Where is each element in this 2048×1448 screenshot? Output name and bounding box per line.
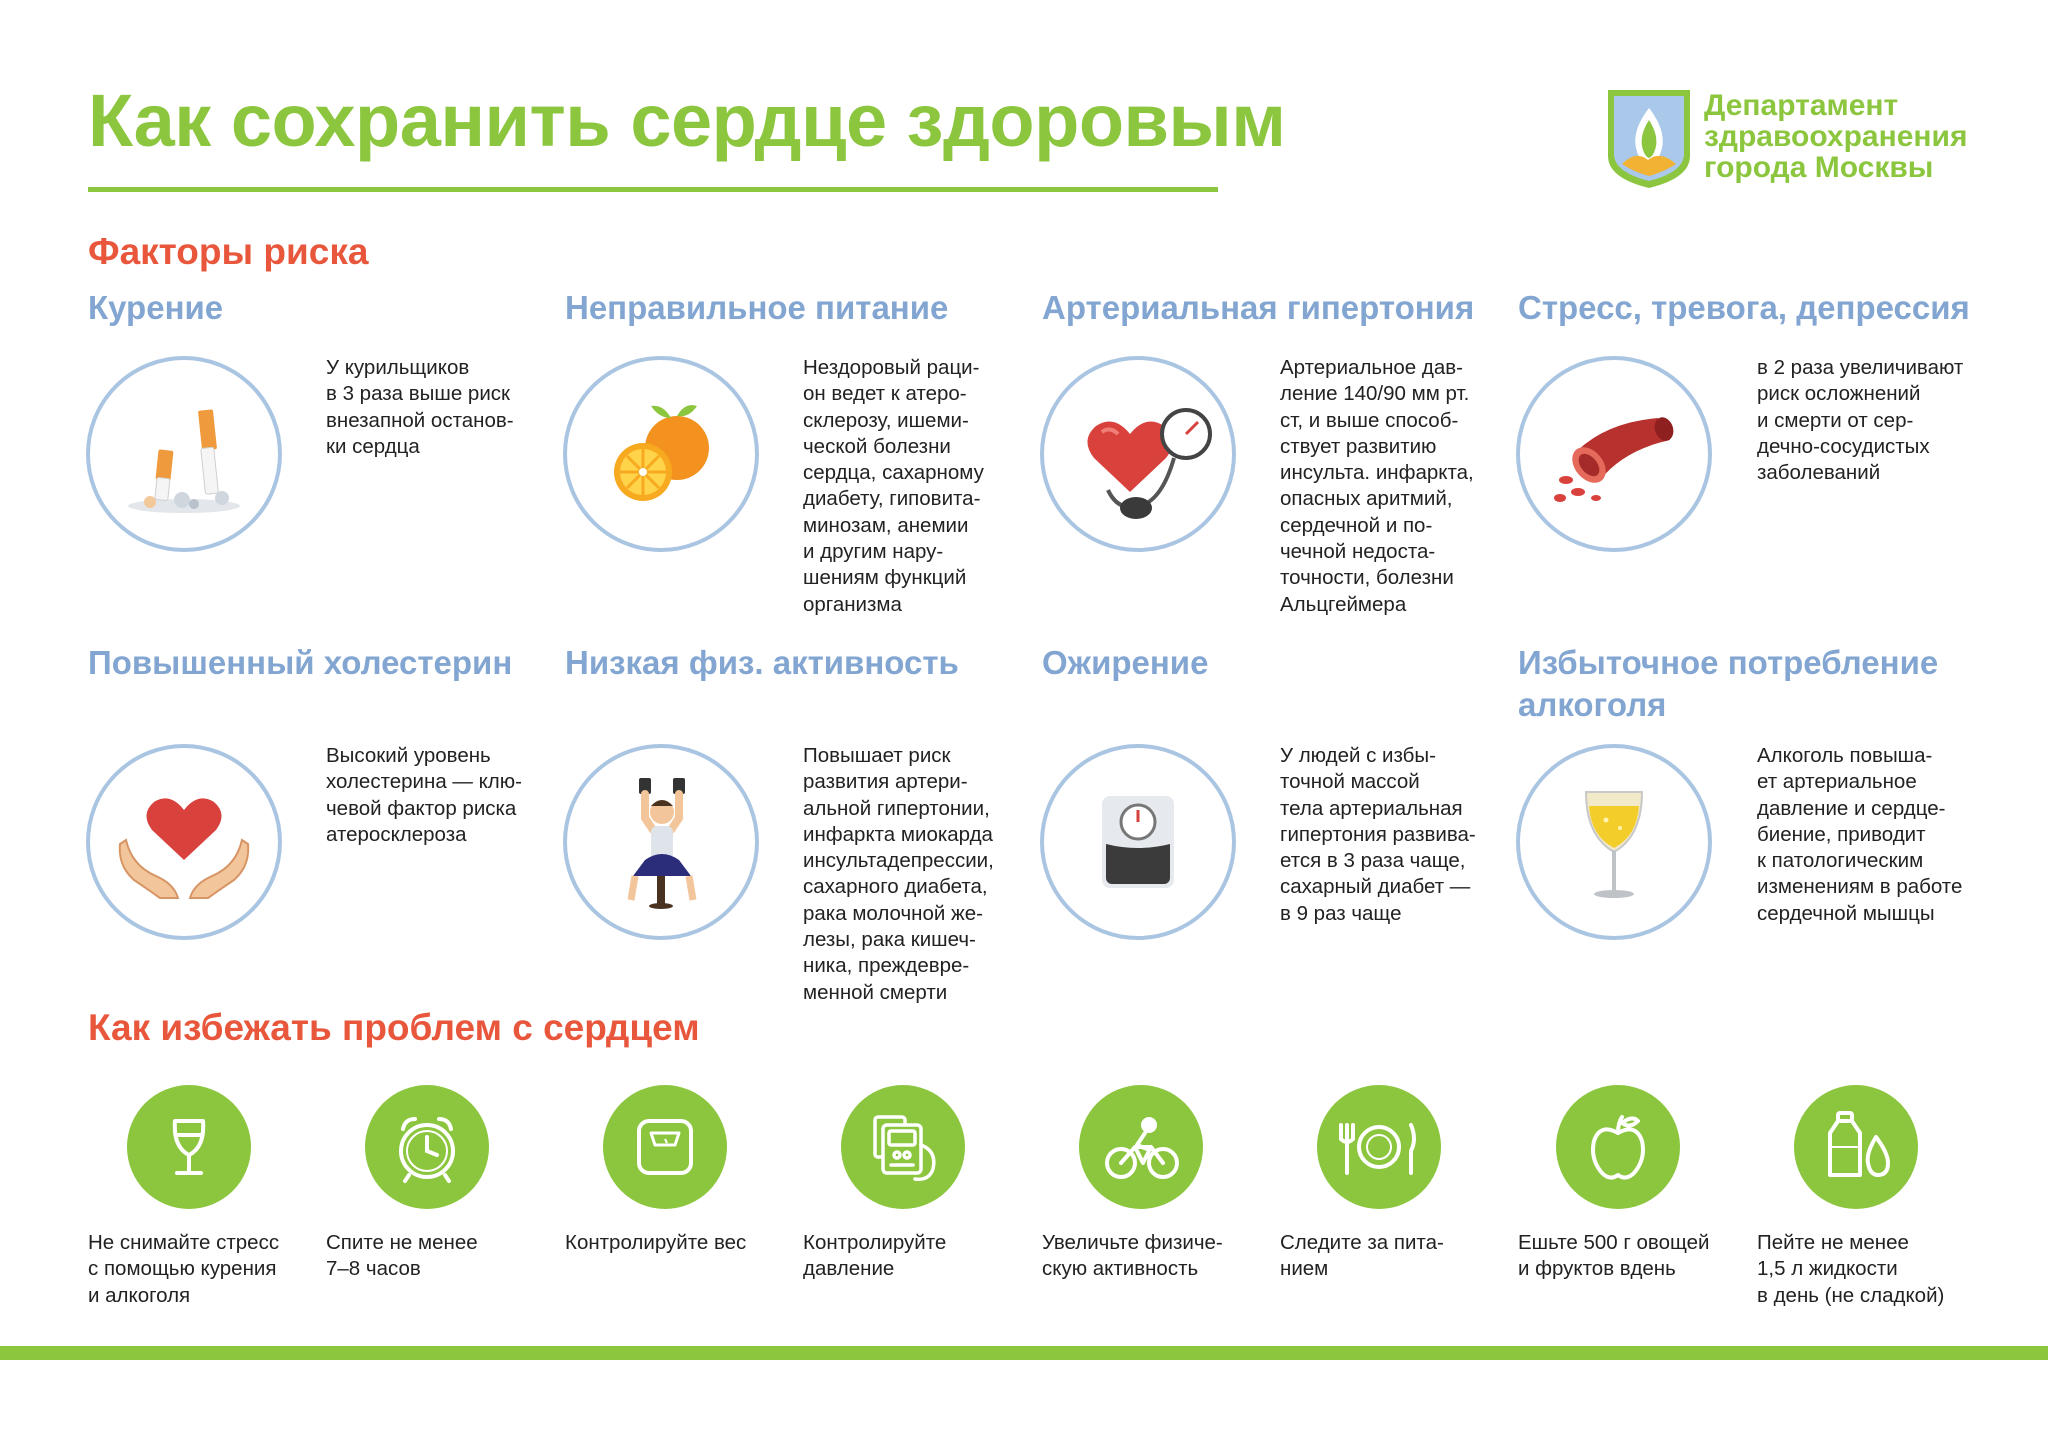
tip-circle-pressure [841, 1085, 965, 1209]
tip-circle-sleep [365, 1085, 489, 1209]
cigarette-icon [90, 360, 278, 548]
scale-icon [1044, 748, 1232, 936]
factor-title-obesity: Ожирение [1042, 644, 1209, 681]
factor-desc-nutrition: Нездоровый раци- он ведет к атеро- склерозу, ишеми- ческой болезни сердца, сахарному диабету, гиповита- минозам, анемии и другим нару- шениям функций организма [803, 356, 984, 616]
tip-text-fruits: Ешьте 500 г овощей и фруктов вдень [1518, 1231, 1710, 1281]
wine-icon [127, 1085, 251, 1209]
factor-desc-stress: в 2 раза увеличивают риск осложнений и смерти от сер- дечно-сосудистых заболеваний [1757, 356, 1964, 485]
tip-text-activity: Увеличьте физиче- скую активность [1042, 1231, 1223, 1281]
factor-title-alcohol: Избыточное потребление алкоголя [1518, 644, 1939, 723]
tip-circle-no-stress [127, 1085, 251, 1209]
blood-pressure-monitor-icon [841, 1085, 965, 1209]
factor-desc-obesity: У людей с избы- точной массой тела артериальная гипертония развива- ется в 3 раза чаще, сахарный диабет — в 9 раз чаще [1280, 744, 1476, 925]
bicycle-icon [1079, 1085, 1203, 1209]
heart-hands-icon [90, 748, 278, 936]
factor-circle-smoking [86, 356, 282, 552]
apple-icon [1556, 1085, 1680, 1209]
title-underline [88, 187, 1218, 192]
tip-text-nutrition: Следите за пита- нием [1280, 1231, 1444, 1281]
factor-circle-alcohol [1516, 744, 1712, 940]
tip-text-sleep: Спите не менее 7–8 часов [326, 1231, 478, 1281]
tip-text-no-stress: Не снимайте стресс с помощью курения и алкоголя [88, 1231, 280, 1307]
blood-vessel-icon [1520, 360, 1708, 548]
tip-circle-weight [603, 1085, 727, 1209]
weight-scale-icon [603, 1085, 727, 1209]
factor-circle-nutrition [563, 356, 759, 552]
page-title: Как сохранить сердце здоровым [88, 79, 1286, 162]
tip-text-water: Пейте не менее 1,5 л жидкости в день (не сладкой) [1757, 1231, 1945, 1307]
moscow-health-emblem-icon [1604, 86, 1694, 190]
factor-title-cholesterol: Повышенный холестерин [88, 644, 513, 681]
wine-glass-icon [1520, 748, 1708, 936]
factor-circle-low-activity [563, 744, 759, 940]
orange-icon [567, 360, 755, 548]
tip-circle-fruits [1556, 1085, 1680, 1209]
factor-circle-stress [1516, 356, 1712, 552]
plate-cutlery-icon [1317, 1085, 1441, 1209]
logo-line-2: здравоохранения [1704, 120, 1968, 153]
factor-desc-low-activity: Повышает риск развития артери- альной гипертонии, инфаркта миокарда инсультадепрессии, сахарного диабета, рака молочной же- лезы, рака кишеч- ника, преждевре- менной смерти [803, 744, 994, 1004]
factor-title-smoking: Курение [88, 289, 224, 326]
alarm-clock-icon [365, 1085, 489, 1209]
bottom-bar [0, 1346, 2048, 1360]
heart-tonometer-icon [1044, 360, 1232, 548]
factor-circle-hypertension [1040, 356, 1236, 552]
factor-circle-obesity [1040, 744, 1236, 940]
risk-factors-heading: Факторы риска [88, 231, 369, 272]
factor-desc-alcohol: Алкоголь повыша- ет артериальное давление и сердце- биение, приводит к патологическим изменениям в работе сердечной мышцы [1757, 744, 1963, 925]
factor-desc-smoking: У курильщиков в 3 раза выше риск внезапной останов- ки сердца [326, 356, 514, 458]
tip-circle-water [1794, 1085, 1918, 1209]
factor-circle-cholesterol [86, 744, 282, 940]
tip-circle-nutrition [1317, 1085, 1441, 1209]
factor-title-nutrition: Неправильное питание [565, 289, 949, 326]
tip-circle-activity [1079, 1085, 1203, 1209]
tip-text-pressure: Контролируйте давление [803, 1231, 947, 1281]
weightlifter-icon [567, 748, 755, 936]
water-bottle-icon [1794, 1085, 1918, 1209]
tips-heading: Как избежать проблем с сердцем [88, 1007, 700, 1048]
tip-text-weight: Контролируйте вес [565, 1231, 747, 1254]
logo [1604, 86, 1968, 190]
factor-desc-hypertension: Артериальное дав- ление 140/90 мм рт. ст, и выше способ- ствует развитию инсульта. инфаркта, опасных аритмий, сердечной и по- чечной недоста- точности, болезни Альцгеймера [1280, 356, 1474, 616]
logo-line-1: Департамент [1704, 89, 1899, 122]
factor-title-low-activity: Низкая физ. активность [565, 644, 959, 681]
factor-desc-cholesterol: Высокий уровень холестерина — клю- чевой фактор риска атеросклероза [326, 744, 522, 846]
logo-line-3: города Москвы [1704, 151, 1934, 184]
factor-title-stress: Стресс, тревога, депрессия [1518, 289, 1970, 326]
factor-title-hypertension: Артериальная гипертония [1042, 289, 1475, 326]
